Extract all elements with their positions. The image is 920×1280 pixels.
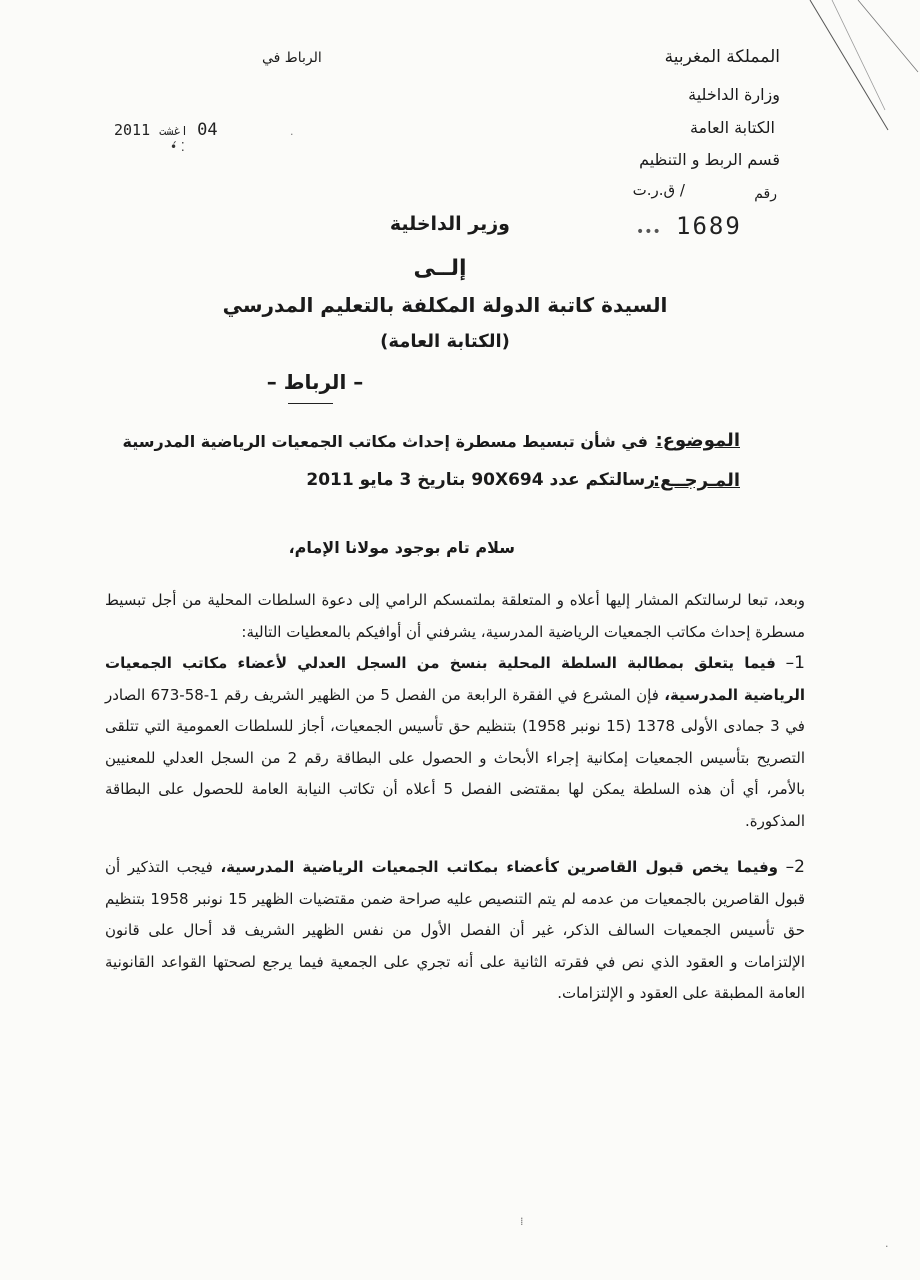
- paragraph-1-number: 1–: [785, 653, 805, 673]
- subject-text: في شأن تبسيط مسطرة إحداث مكاتب الجمعيات الرياضية المدرسية: [122, 432, 648, 451]
- dateline-year: 2011: [114, 121, 151, 139]
- header-division: قسم الربط و التنظيم: [639, 150, 780, 169]
- dateline-date: [114, 120, 218, 140]
- header-ministry: وزارة الداخلية: [688, 85, 780, 104]
- recipient-title: السيدة كاتبة الدولة المكلفة بالتعليم المدرسي: [222, 293, 668, 317]
- body-paragraph-2: [105, 852, 805, 1010]
- page-speck: ⁞: [520, 1215, 524, 1228]
- paragraph-2-number: 2–: [785, 857, 805, 877]
- dateline-place: الرباط في: [262, 50, 322, 66]
- paragraph-2-text: فيجب التذكير أن قبول القاصرين بالجمعيات من عدمه لم يتم التنصيص عليه صراحة ضمن مقتضيات الظهير 15 نونبر 1958 بتنظيم حق تأسيس الجمعيات السالف الذكر، غير أن الفصل الأول من نفس الظهير الشريف قد أحال على قانون الإلتزامات و العقود الذي نص في فقرته الثانية على أنه تجري على الجمعية فيما يرجع لصحتها القواعد القانونية العامة المطبقة على العقود و الإلتزامات.: [105, 858, 805, 1002]
- paragraph-1-text: فإن المشرع في الفقرة الرابعة من الفصل 5 من الظهير الشريف رقم 1-58-673 الصادر في 3 جمادى الأولى 1378 (15 نونبر 1958) بتنظيم حق تأسيس الجمعيات، أجاز للسلطات العمومية التي تتلقى التصريح بتأسيس الجمعيات إمكانية إجراء الأبحاث و الحصول على البطاقة رقم 2 من السجل العدلي للمعنيين بالأمر، أي أن هذه السلطة يمكن لها بمقتضى الفصل 5 أعلاه أن تكاتب النيابة العامة للحصول على البطاقة المذكورة.: [105, 685, 805, 830]
- subject-label: الموضوع:: [655, 430, 740, 451]
- sender-title: وزير الداخلية: [389, 213, 510, 235]
- header-ref-code: / ق.ر.ت: [632, 181, 685, 199]
- city-underline: [288, 403, 333, 404]
- page-corner-fold-lines: [800, 0, 920, 140]
- paragraph-1-heading: فيما يتعلق بمطالبة السلطة المحلية بنسخ من السجل العدلي لأعضاء مكاتب الجمعيات الرياضية المدرسية،: [105, 654, 805, 704]
- greeting: سلام تام بوجود مولانا الإمام،: [288, 538, 515, 557]
- ref-stamp-dots: •••: [636, 224, 661, 240]
- date-stamp-dots: •́ ⁚: [170, 140, 185, 154]
- header-secretariat: الكتابة العامة: [689, 118, 775, 137]
- page-speck: ·: [885, 1240, 889, 1253]
- header-kingdom: المملكة المغربية: [664, 47, 780, 67]
- reference-text: رسالتكم عدد 90X694 بتاريخ 3 مايو 2011: [306, 470, 655, 490]
- dateline-month: اغشت: [159, 124, 189, 138]
- header-ref-number: 1689: [676, 212, 742, 240]
- body-paragraph-1: [105, 648, 805, 837]
- body-intro: وبعد، تبعا لرسالتكم المشار إليها أعلاه و المتعلقة بملتمسكم الرامي إلى دعوة السلطات المحلية من أجل تبسيط مسطرة إحداث مكاتب الجمعيات الرياضية المدرسية، يشرفني أن أوافيكم بالمعطيات التالية:: [105, 591, 805, 641]
- page-speck: ·: [290, 128, 294, 141]
- header-ref-label: رقم: [754, 186, 777, 202]
- reference-label: المـرجــع:: [652, 470, 740, 491]
- dateline-day: 04: [197, 120, 218, 140]
- to-label: إلــى: [413, 256, 467, 281]
- recipient-city: – الرباط –: [266, 370, 364, 394]
- paragraph-2-heading: وفيما يخص قبول القاصرين كأعضاء بمكاتب الجمعيات الرياضية المدرسية،: [220, 858, 778, 876]
- recipient-department: (الكتابة العامة): [380, 331, 510, 352]
